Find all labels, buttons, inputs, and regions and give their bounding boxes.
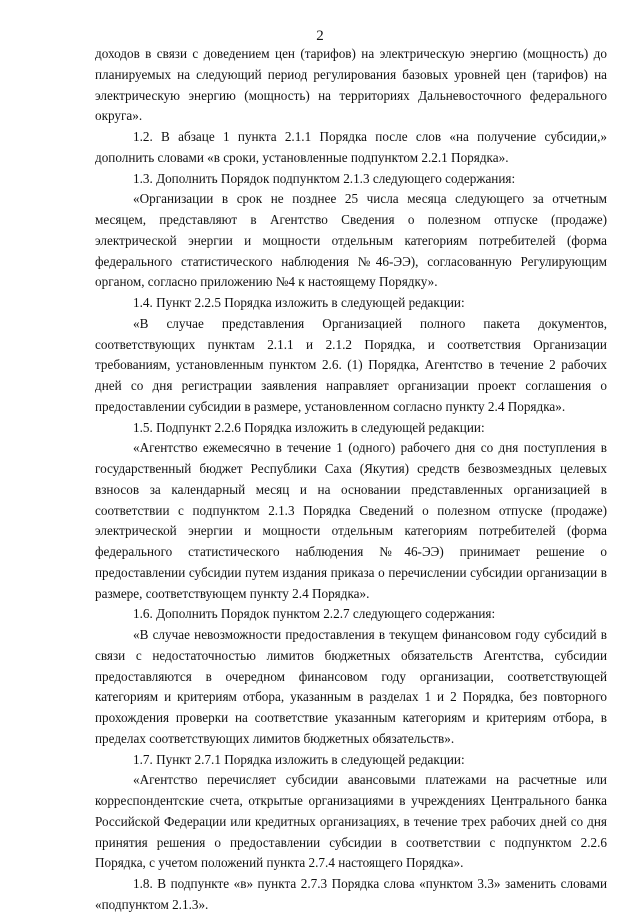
paragraph-quote-2-2-7: «В случае невозможности предоставления в текущем финансовом году субсидий в связи с недостаточностью лимитов бюджетных обязательств Агентства, субсидии предоставляются в очередном финансовом году организации, соответствующей категориям и критериям отбора, указанным в разделах 1 и 2 Порядка, без повторного прохождения проверки на соответствие указанным категориям и критериям отбора, в пределах соответствующих лимитов бюджетных обязательств». xyxy=(95,627,607,746)
paragraph-item-1-4: 1.4. Пункт 2.2.5 Порядка изложить в следующей редакции: xyxy=(133,295,465,310)
paragraph-quote-2-1-3: «Организации в срок не позднее 25 числа месяца следующего за отчетным месяцем, представляют в Агентство Сведения о полезном отпуске (продаже) электрической энергии и мощности отдельным категориям потребителей (форма федерального статистического наблюдения №46-ЭЭ), согласованную Регулирующим органом, согласно приложению №4 к настоящему Порядку». xyxy=(95,191,607,290)
paragraph-item-1-6: 1.6. Дополнить Порядок пунктом 2.2.7 следующего содержания: xyxy=(133,606,496,622)
paragraph-continuation: доходов в связи с доведением цен (тарифов) на электрическую энергию (мощность) до планируемых на следующий период регулирования базовых уровней цен (тарифов) на электрическую энергию (мощность) на территориях Дальневосточного федерального округа». xyxy=(95,46,607,124)
paragraph-quote-2-7-1: «Агентство перечисляет субсидии авансовыми платежами на расчетные или корреспондентские счета, открытые организациями в учреждениях Центрального банка Российской Федерации или кредитных организациях, в течение трех рабочих дней со дня принятия решения о предоставлении субсидии в соответствии с подпунктом 2.2.6 Порядка, с учетом положений пункта 2.7.4 настоящего Порядка». xyxy=(95,772,607,871)
paragraph-item-1-7: 1.7. Пункт 2.7.1 Порядка изложить в следующей редакции: xyxy=(133,751,465,767)
paragraph-quote-2-2-6: «Агентство ежемесячно в течение 1 (одного) рабочего дня со дня поступления в государственный бюджет Республики Саха (Якутия) средств безвозмездных целевых взносов за календарный месяц и на основании представленных организацией в соответствии с подпунктом 2.1.3 Порядка Сведений о полезном отпуске (продаже) электрической энергии и мощности отдельным категориям потребителей (форма федерального статистического наблюдения №46-ЭЭ) принимает решение о предоставлении субсидии путем издания приказа о перечислении субсидии организации в размере, соответствующем пункту 2.4 Порядка». xyxy=(95,440,607,601)
paragraph-item-1-8: 1.8. В подпункте «в» пункта 2.7.3 Порядка слова «пунктом 3.3» заменить словами «подпунктом 2.1.3». xyxy=(95,876,607,912)
document-body xyxy=(95,44,607,916)
paragraph-item-1-3: 1.3. Дополнить Порядок подпунктом 2.1.3 следующего содержания: xyxy=(133,170,516,186)
paragraph-item-1-2: 1.2. В абзаце 1 пункта 2.1.1 Порядка после слов «на получение субсидии,» дополнить словами «в сроки, установленные подпунктом 2.2.1 Порядка». xyxy=(95,129,607,165)
page-number: 2 xyxy=(316,28,324,44)
paragraph-quote-2-2-5: «В случае представления Организацией полного пакета документов, соответствующих пунктам 2.1.1 и 2.1.2 Порядка, и соответствия Организации требованиям, установленным пунктом 2.6. (1) Порядка, Агентство в течение 2 рабочих дней со дня регистрации заявления направляет организации проект соглашения о предоставлении субсидии в размере, установленном согласно пункту 2.4 Порядка». xyxy=(95,315,607,414)
paragraph-item-1-5: 1.5. Подпункт 2.2.6 Порядка изложить в следующей редакции: xyxy=(133,419,485,435)
